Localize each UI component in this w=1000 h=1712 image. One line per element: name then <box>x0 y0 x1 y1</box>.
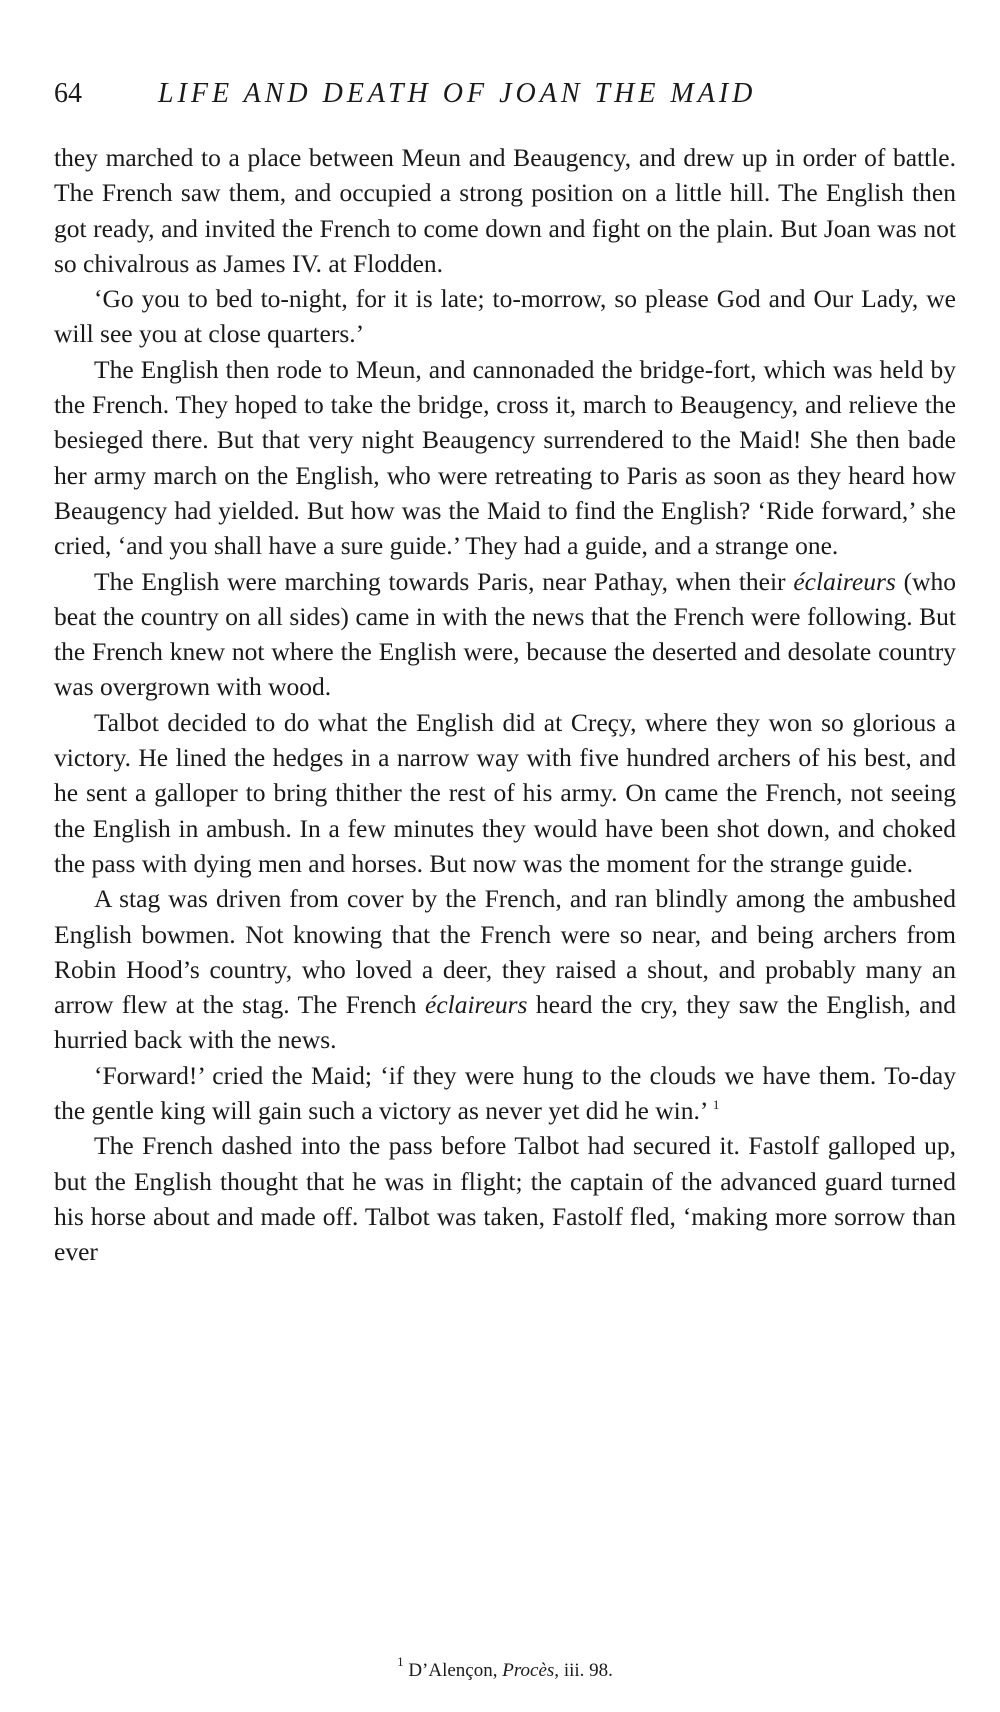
paragraph-6 <box>54 881 956 1057</box>
paragraph-5-text: Talbot decided to do what the English did at Creçy, where they won so glorious a victory. He lined the hedges in a narrow way with five hundred archers of his best, and he sent a galloper to bring thither the rest of his army. On came the French, not seeing the English in ambush. In a few minutes they would have been shot down, and choked the pass with dying men and horses. But now was the moment for the strange guide. <box>54 707 956 878</box>
footnote-marker: 1 <box>397 1654 404 1669</box>
paragraph-1-text: they marched to a place between Meun and Beaugency, and drew up in order of battle. The French saw them, and occupied a strong position on a little hill. The English then got ready, and invited the French to come down and fight on the plain. But Joan was not so chivalrous as James IV. at Flodden. <box>54 143 956 278</box>
paragraph-6-text-before: A stag was driven from cover by the French, and ran blindly among the ambushed English bowmen. Not knowing that the French were so near, and being archers from Robin Hood’s country, who loved a deer, they raised a shout, and probably many an arrow flew at the stag. The French <box>54 884 956 1020</box>
paragraph-1 <box>54 140 956 281</box>
footnote-author: D’Alençon, <box>408 1660 498 1681</box>
footnote <box>54 1654 956 1684</box>
running-title: LIFE AND DEATH OF JOAN THE MAID <box>158 78 757 109</box>
footnote-reference-marker: 1 <box>712 1097 720 1113</box>
paragraph-2 <box>54 281 956 352</box>
paragraph-3-text: The English then rode to Meun, and cannonaded the bridge-fort, which was held by the French. They hoped to take the bridge, cross it, march to Beaugency, and relieve the besieged there. But that very night Beaugency surrendered to the Maid! She then bade her army march on the English, who were retreating to Paris as soon as they heard how Beaugency had yielded. But how was the Maid to find the English? ‘Ride forward,’ she cried, ‘and you shall have a sure guide.’ They had a guide, and a strange one. <box>54 354 956 561</box>
paragraph-2-text: ‘Go you to bed to-night, for it is late; to-morrow, so please God and Our Lady, we will see you at close quarters.’ <box>54 284 956 349</box>
page-number: 64 <box>54 78 82 109</box>
paragraph-8-text: The French dashed into the pass before Talbot had secured it. Fastolf galloped up, but the English thought that he was in flight; the captain of the advanced guard turned his horse about and made off. Talbot was taken, Fastolf fled, ‘making more sorrow than ever <box>54 1131 956 1267</box>
paragraph-4-text-after: (who beat the country on all sides) came in with the news that the French were following. But the French knew not where the English were, because the deserted and desolate country was overgrown with wood. <box>54 566 956 702</box>
paragraph-8 <box>54 1128 956 1269</box>
paragraph-6-text-after: heard the cry, they saw the English, and hurried back with the news. <box>54 990 957 1055</box>
book-page <box>54 0 956 1712</box>
paragraph-6-italic-term: éclaireurs <box>425 990 528 1020</box>
paragraph-7 <box>54 1058 956 1129</box>
paragraph-7-text: ‘Forward!’ cried the Maid; ‘if they were hung to the clouds we have them. To-day the gentle king will gain such a victory as never yet did he win.’ <box>54 1060 956 1126</box>
page-header <box>54 74 956 114</box>
paragraph-3 <box>54 352 956 564</box>
footnote-work: Procès, <box>502 1660 560 1681</box>
footnote-reference: iii. 98. <box>563 1660 613 1681</box>
paragraph-5 <box>54 705 956 881</box>
body-text <box>54 140 956 1270</box>
paragraph-4 <box>54 564 956 705</box>
paragraph-4-text-before: The English were marching towards Paris, near Pathay, when their <box>94 566 794 596</box>
paragraph-4-italic-term: éclaireurs <box>793 566 896 596</box>
